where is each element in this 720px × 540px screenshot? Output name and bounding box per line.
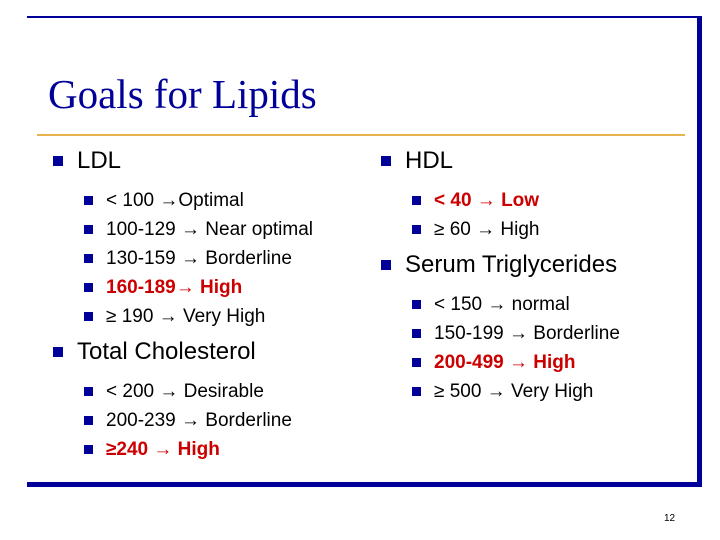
frame-right-border	[697, 16, 702, 486]
section-heading-ldl	[50, 146, 313, 186]
frame-bottom-border	[27, 482, 702, 487]
list-item	[378, 186, 620, 215]
section-heading-serum-triglycerides	[378, 250, 620, 290]
square-bullet-icon	[381, 156, 391, 166]
section-heading-text: HDL	[405, 147, 454, 174]
list-item-text: ≥ 500 → Very High	[434, 381, 594, 402]
list-item	[50, 186, 313, 215]
square-bullet-icon	[84, 283, 93, 292]
square-bullet-icon	[53, 156, 63, 166]
list-item-text: ≥ 190 → Very High	[106, 306, 266, 327]
list-item-text: < 200 → Desirable	[106, 381, 264, 402]
square-bullet-icon	[412, 329, 421, 338]
page-number: 12	[664, 513, 676, 524]
square-bullet-icon	[53, 347, 63, 357]
list-item	[50, 244, 313, 273]
square-bullet-icon	[381, 260, 391, 270]
list-item	[50, 215, 313, 244]
list-item-text: 150-199 → Borderline	[434, 323, 620, 344]
list-item	[50, 377, 313, 406]
list-item	[50, 273, 313, 302]
list-item-text: < 100 →Optimal	[106, 190, 244, 211]
square-bullet-icon	[84, 196, 93, 205]
list-item	[50, 302, 313, 331]
section-heading-total-cholesterol	[50, 337, 313, 377]
square-bullet-icon	[84, 312, 93, 321]
list-item-text: 200-499 → High	[434, 352, 576, 373]
list-item-text: ≥240 → High	[106, 439, 220, 460]
section-heading-text: Total Cholesterol	[77, 338, 256, 365]
section-heading-text: Serum Triglycerides	[405, 251, 618, 278]
list-item-text: 200-239 → Borderline	[106, 410, 292, 431]
square-bullet-icon	[84, 225, 93, 234]
list-item	[378, 377, 620, 406]
square-bullet-icon	[412, 225, 421, 234]
left-column	[50, 146, 313, 464]
square-bullet-icon	[84, 445, 93, 454]
list-item	[378, 290, 620, 319]
list-item	[378, 348, 620, 377]
slide-title: Goals for Lipids	[48, 71, 317, 117]
square-bullet-icon	[412, 300, 421, 309]
right-column	[378, 146, 620, 406]
list-item-text: < 150 → normal	[434, 294, 570, 315]
square-bullet-icon	[412, 387, 421, 396]
list-item	[50, 406, 313, 435]
frame-top-border	[27, 16, 702, 18]
square-bullet-icon	[412, 196, 421, 205]
square-bullet-icon	[84, 416, 93, 425]
title-divider	[37, 134, 685, 136]
list-item-text: 160-189→ High	[106, 277, 243, 298]
list-item-text: < 40 → Low	[434, 190, 540, 211]
section-heading-text: LDL	[77, 147, 122, 174]
list-item	[378, 215, 620, 244]
square-bullet-icon	[84, 387, 93, 396]
list-item	[378, 319, 620, 348]
square-bullet-icon	[412, 358, 421, 367]
square-bullet-icon	[84, 254, 93, 263]
list-item-text: 130-159 → Borderline	[106, 248, 292, 269]
list-item	[50, 435, 313, 464]
list-item-text: ≥ 60 → High	[434, 219, 540, 240]
list-item-text: 100-129 → Near optimal	[106, 219, 313, 240]
section-heading-hdl	[378, 146, 620, 186]
